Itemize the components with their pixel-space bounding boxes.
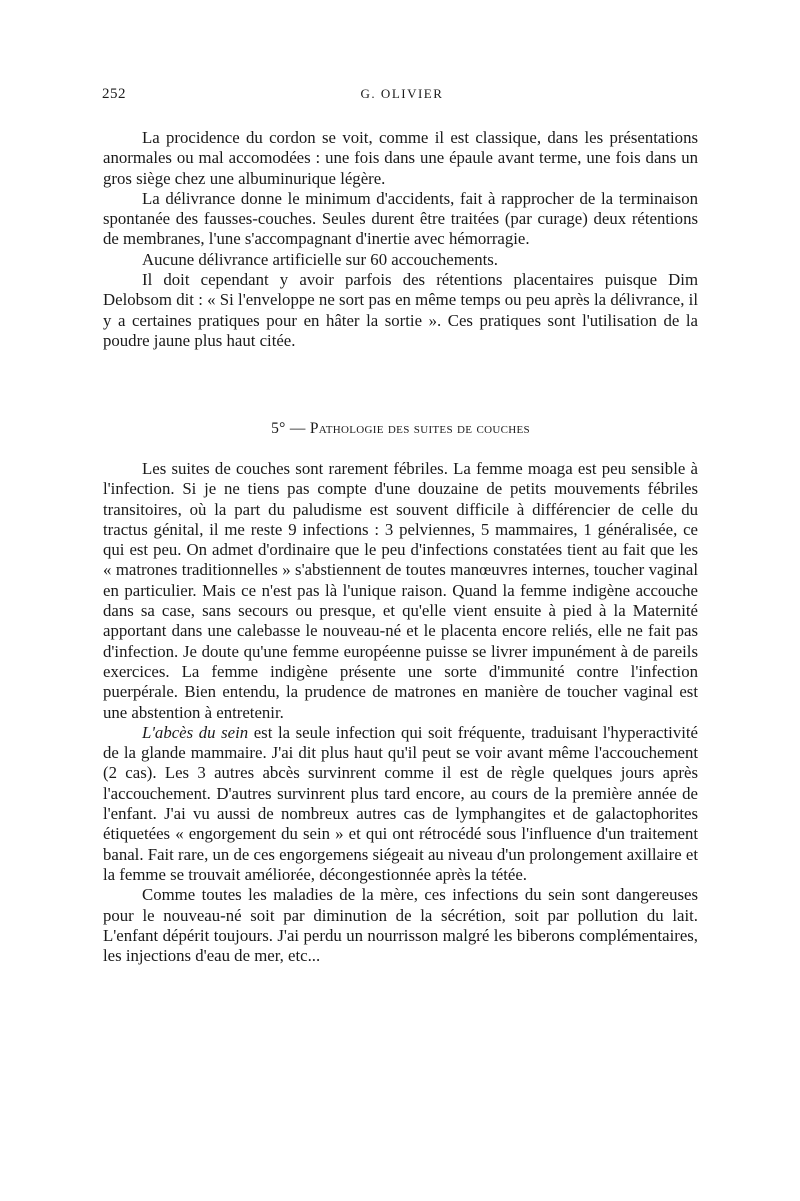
text-block-bottom — [103, 459, 698, 966]
paragraph-newborn-danger: Comme toutes les maladies de la mère, ces infections du sein sont dangereuses pour le nouveau-né soit par diminution de la sécrétion, soit par pollution du lait. L'enfant dépérit toujours. J'ai perdu un nourrisson malgré les biberons complémentaires, les injections d'eau de mer, etc... — [103, 885, 698, 966]
text-block-top — [103, 128, 698, 351]
paragraph-breast-abscess — [103, 723, 698, 885]
section-title: Pathologie des suites de couches — [309, 420, 530, 437]
running-title: G. OLIVIER — [360, 86, 444, 101]
page-number: 252 — [102, 86, 126, 102]
breast-abscess-text: est la seule infection qui soit fréquente, traduisant l'hyperactivité de la glande mammaire. J'ai dit plus haut qu'il peut se voir avant même l'accouchement (2 cas). Les 3 autres abcès survinrent comme il est de règle quelques jours après l'accouchement. D'autres survinrent plus tard encore, au cours de la première année de l'enfant. J'ai vu aussi de nombreux autres cas de lymphangites et de galactophorites étiquetées « engorgement du sein » et qui ont rétrocédé sous l'influence d'un traitement banal. Fait rare, un de ces engorgemens siégeait au niveau d'un prolongement axillaire et la femme se trouvait améliorée, décongestionnée après la tétée. — [103, 722, 698, 884]
paragraph-delivery: La délivrance donne le minimum d'accidents, fait à rapprocher de la terminaison spontanée des fausses-couches. Seules durent être traitées (par curage) deux rétentions de membranes, l'une s'accompagnant d'inertie avec hémorragie. — [103, 188, 698, 249]
section-heading — [103, 420, 698, 438]
paragraph-placental-retention: Il doit cependant y avoir parfois des rétentions placentaires puisque Dim Delobsom dit : « Si l'enveloppe ne sort pas en même temps ou peu après la délivrance, il y a certaines pratiques pour en hâter la sortie ». Ces pratiques sont l'utilisation de la poudre jaune plus haut citée. — [103, 270, 698, 350]
paragraph-cord-procidence: La procidence du cordon se voit, comme il est classique, dans les présentations anormales ou mal accomodées : une fois dans une épaule avant terme, une fois dans un gros siège chez une albuminurique légère. — [103, 128, 698, 188]
section-dash: — — [289, 420, 306, 437]
paragraph-artificial-delivery: Aucune délivrance artificielle sur 60 accouchements. — [142, 249, 498, 269]
breast-abscess-term: L'abcès du sein — [142, 722, 249, 742]
running-head — [102, 86, 702, 108]
section-number: 5° — [271, 420, 286, 437]
paragraph-puerperal-infections: Les suites de couches sont rarement fébriles. La femme moaga est peu sensible à l'infection. Si je ne tiens pas compte d'une douzaine de petits mouvements fébriles transitoires, où la part du paludisme est souvent difficile à différencier de celle du tractus génital, il me reste 9 infections : 3 pelviennes, 5 mammaires, 1 généralisée, ce qui est peu. On admet d'ordinaire que le peu d'infections constatées tient au fait que les « matrones traditionnelles » s'abstiennent de toutes manœuvres internes, toucher vaginal en particulier. Mais ce n'est pas là l'unique raison. Quand la femme indigène accouche dans sa case, sans secours ou presque, et qu'elle vient ensuite à pied à la Maternité apportant dans une calebasse le nouveau-né et le placenta encore reliés, elle ne fait pas d'infection. Je doute qu'une femme européenne puisse se livrer impunément à de pareils exercices. La femme indigène présente une sorte d'immunité contre l'infection puerpérale. Bien entendu, la prudence de matrones en manière de toucher vaginal est une abstention à entretenir. — [103, 459, 698, 722]
